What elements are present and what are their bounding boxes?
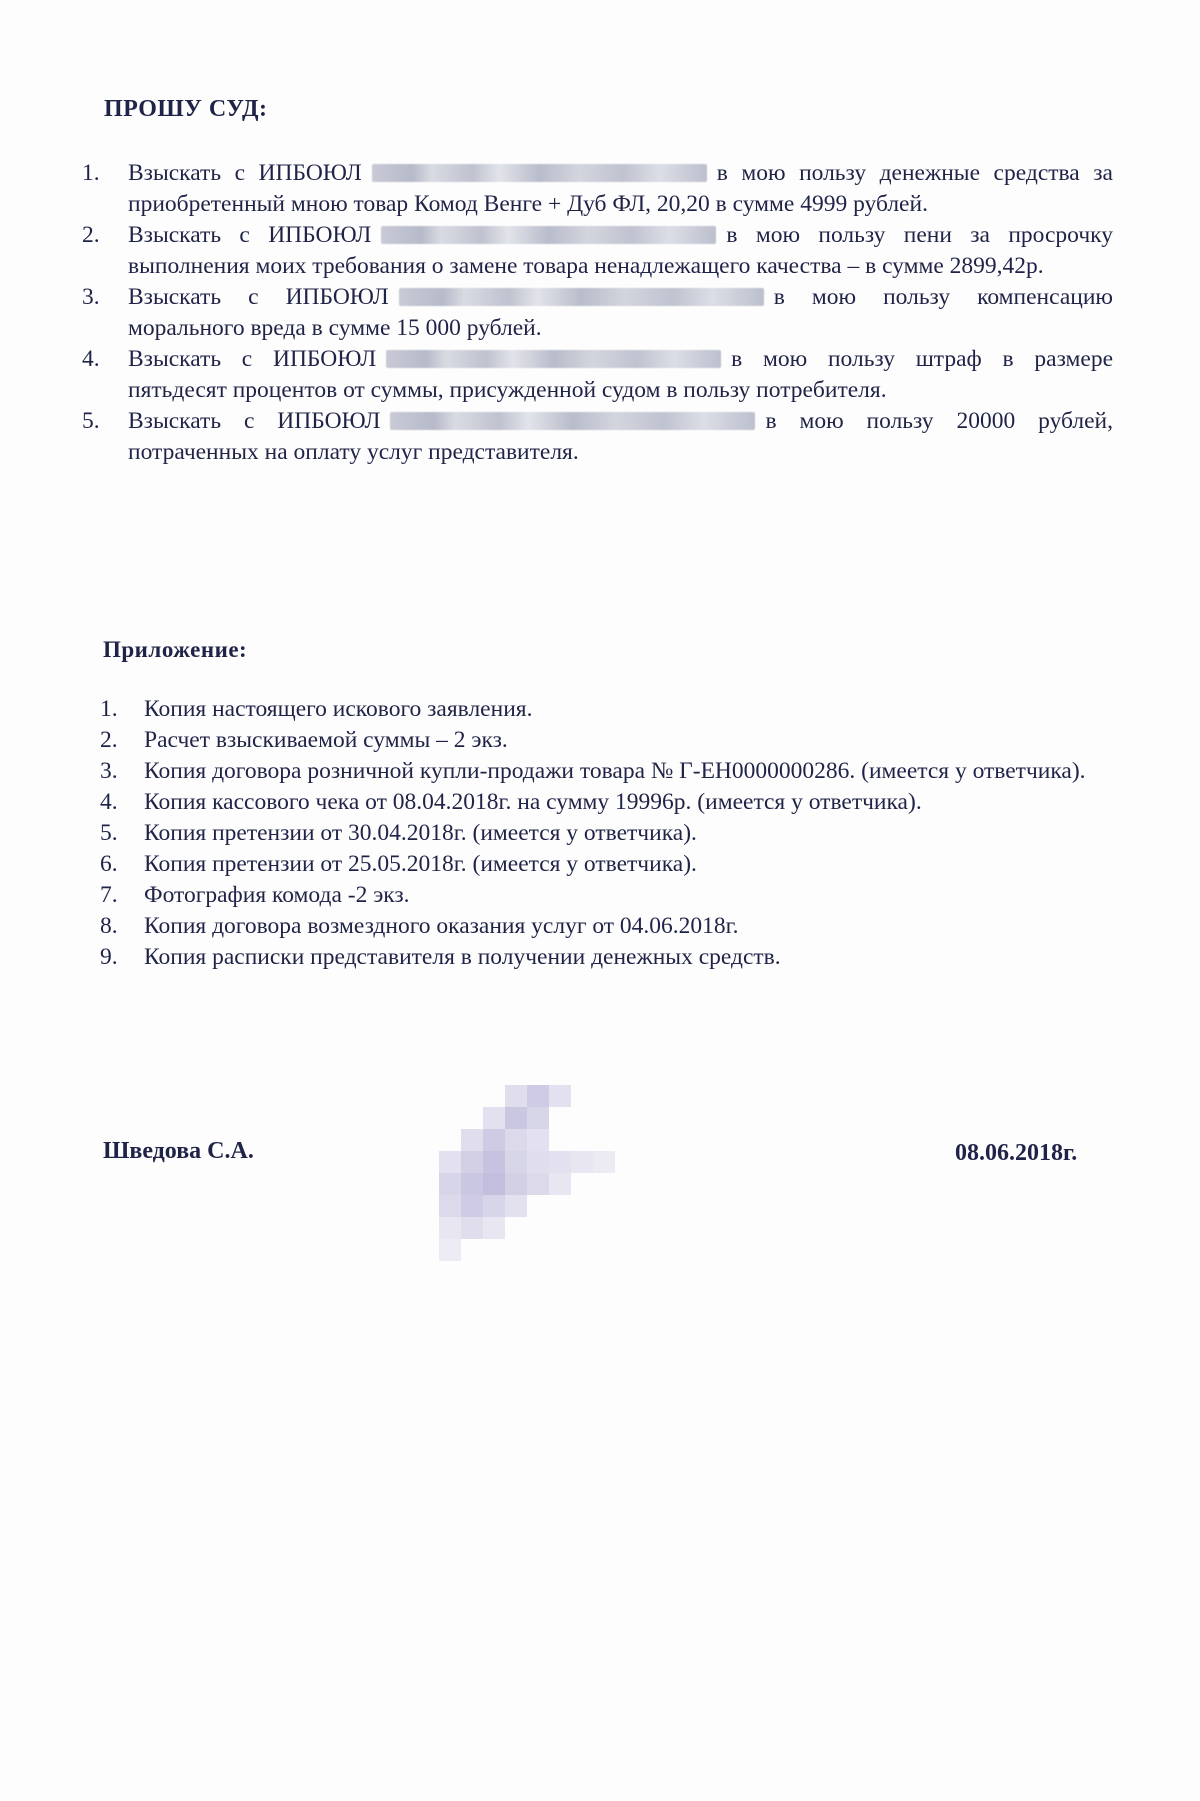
- claim-number: 4.: [82, 346, 100, 372]
- claim-text-before: Взыскать с ИПБОЮЛ: [128, 408, 381, 434]
- annex-item: [96, 849, 1116, 880]
- annex-text: Копия договора возмездного оказания услуг от 04.06.2018г.: [144, 913, 739, 939]
- claim-item: [78, 406, 1113, 468]
- claim-text-after: в мою пользу компенсацию морального вреда в сумме 15 000 рублей.: [128, 284, 1113, 341]
- claim-text-after: в мою пользу 20000 рублей, потраченных на оплату услуг представителя.: [128, 408, 1113, 465]
- annex-heading: Приложение:: [103, 637, 248, 662]
- claim-item: [78, 344, 1113, 406]
- annex-number: 3.: [100, 758, 118, 784]
- signature-pixelated: [435, 1085, 645, 1265]
- annex-list: [96, 694, 1116, 973]
- claim-number: 5.: [82, 408, 100, 434]
- claim-item: [78, 282, 1113, 344]
- claim-text-before: Взыскать с ИПБОЮЛ: [128, 160, 362, 186]
- annex-number: 9.: [100, 944, 118, 970]
- claim-item: [78, 220, 1113, 282]
- redacted-name: [386, 350, 721, 368]
- claim-number: 3.: [82, 284, 100, 310]
- annex-number: 1.: [100, 696, 118, 722]
- annex-text: Расчет взыскиваемой суммы – 2 экз.: [144, 727, 508, 753]
- annex-item: [96, 725, 1116, 756]
- annex-item: [96, 756, 1116, 787]
- claim-text-before: Взыскать с ИПБОЮЛ: [128, 346, 377, 372]
- claim-text-before: Взыскать с ИПБОЮЛ: [128, 222, 372, 248]
- claim-text-before: Взыскать с ИПБОЮЛ: [128, 284, 389, 310]
- signer-name: Шведова С.А.: [103, 1138, 254, 1164]
- annex-number: 8.: [100, 913, 118, 939]
- annex-item: [96, 880, 1116, 911]
- redacted-name: [390, 412, 755, 430]
- annex-number: 2.: [100, 727, 118, 753]
- claim-text-after: в мою пользу денежные средства за приобретенный мною товар Комод Венге + Дуб ФЛ, 20,20 в сумме 4999 рублей.: [128, 160, 1113, 217]
- annex-text: Копия договора розничной купли-продажи товара № Г-ЕН0000000286. (имеется у ответчика).: [144, 758, 1086, 784]
- annex-item: [96, 787, 1116, 818]
- annex-text: Копия расписки представителя в получении денежных средств.: [144, 944, 781, 970]
- claims-list: [78, 158, 1113, 468]
- annex-text: Копия претензии от 30.04.2018г. (имеется у ответчика).: [144, 820, 697, 846]
- annex-text: Копия настоящего искового заявления.: [144, 696, 533, 722]
- annex-number: 4.: [100, 789, 118, 815]
- annex-number: 5.: [100, 820, 118, 846]
- annex-item: [96, 694, 1116, 725]
- annex-item: [96, 911, 1116, 942]
- annex-number: 6.: [100, 851, 118, 877]
- annex-number: 7.: [100, 882, 118, 908]
- claim-item: [78, 158, 1113, 220]
- annex-text: Фотография комода -2 экз.: [144, 882, 410, 908]
- claim-text-after: в мою пользу штраф в размере пятьдесят процентов от суммы, присужденной судом в пользу потребителя.: [128, 346, 1113, 403]
- claim-number: 2.: [82, 222, 100, 248]
- annex-item: [96, 818, 1116, 849]
- claim-text-after: в мою пользу пени за просрочку выполнения моих требования о замене товара ненадлежащего качества – в сумме 2899,42р.: [128, 222, 1113, 279]
- redacted-name: [381, 226, 716, 244]
- redacted-name: [399, 288, 764, 306]
- annex-text: Копия претензии от 25.05.2018г. (имеется у ответчика).: [144, 851, 697, 877]
- claims-heading: ПРОШУ СУД:: [104, 96, 268, 122]
- redacted-name: [372, 164, 707, 182]
- claim-number: 1.: [82, 160, 100, 186]
- annex-item: [96, 942, 1116, 973]
- annex-text: Копия кассового чека от 08.04.2018г. на сумму 19996р. (имеется у ответчика).: [144, 789, 922, 815]
- document-date: 08.06.2018г.: [955, 1140, 1078, 1166]
